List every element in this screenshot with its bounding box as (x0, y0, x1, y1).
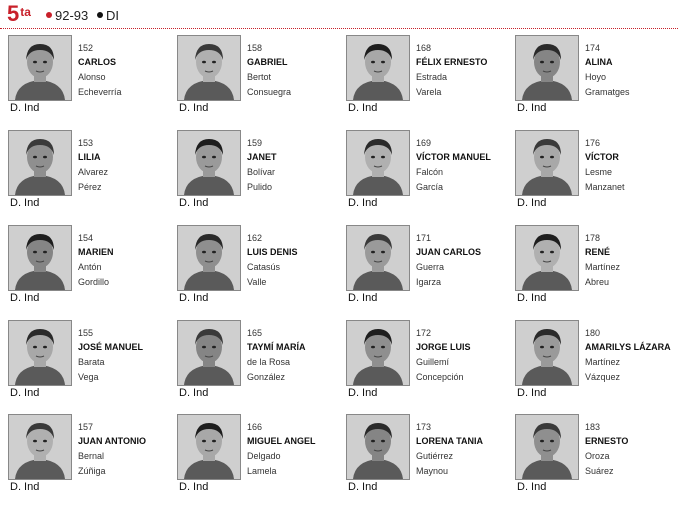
student-tag: D. Ind (517, 292, 547, 304)
student-photo (346, 414, 410, 480)
student-number: 154 (78, 233, 94, 243)
portrait-icon (516, 415, 578, 479)
portrait-icon (516, 226, 578, 290)
student-surname-2: Zúñiga (78, 466, 106, 476)
portrait-icon (347, 36, 409, 100)
student-first-name: AMARILYS LÁZARA (585, 342, 671, 352)
student-surname-1: Alonso (78, 72, 106, 82)
student-photo (177, 414, 241, 480)
student-tag: D. Ind (348, 292, 378, 304)
student-first-name: VÍCTOR MANUEL (416, 152, 491, 162)
student-number: 162 (247, 233, 263, 243)
student-first-name: JOSÉ MANUEL (78, 342, 144, 352)
portrait-icon (347, 131, 409, 195)
student-card (515, 225, 678, 317)
group-label (97, 8, 119, 24)
portrait-icon (9, 321, 71, 385)
student-number: 180 (585, 328, 601, 338)
portrait-icon (178, 226, 240, 290)
school-year-text: 92-93 (55, 8, 89, 23)
student-surname-1: Falcón (416, 167, 444, 177)
student-number: 159 (247, 138, 263, 148)
student-number: 158 (247, 43, 263, 53)
group-text: DI (106, 8, 119, 23)
student-card (177, 35, 343, 127)
student-surname-1: Catasús (247, 262, 281, 272)
student-first-name: MARIEN (78, 247, 114, 257)
student-photo (515, 130, 579, 196)
header-divider (0, 28, 678, 29)
student-tag: D. Ind (10, 197, 40, 209)
student-surname-1: Bertot (247, 72, 272, 82)
portrait-icon (178, 131, 240, 195)
student-surname-1: Guillemí (416, 357, 450, 367)
student-card (346, 414, 512, 506)
student-photo (8, 35, 72, 101)
student-card (346, 130, 512, 222)
student-first-name: RENÉ (585, 247, 611, 257)
student-number: 157 (78, 422, 94, 432)
student-number: 174 (585, 43, 601, 53)
student-photo (346, 35, 410, 101)
student-first-name: MIGUEL ANGEL (247, 436, 316, 446)
portrait-icon (347, 321, 409, 385)
student-surname-2: Abreu (585, 277, 610, 287)
student-surname-1: de la Rosa (247, 357, 291, 367)
student-photo (346, 320, 410, 386)
student-surname-1: Alvarez (78, 167, 109, 177)
student-first-name: JANET (247, 152, 277, 162)
portrait-icon (516, 131, 578, 195)
student-number: 183 (585, 422, 601, 432)
student-surname-1: Bernal (78, 451, 105, 461)
student-tag: D. Ind (179, 102, 209, 114)
student-number: 155 (78, 328, 94, 338)
student-surname-1: Estrada (416, 72, 448, 82)
student-tag: D. Ind (179, 387, 209, 399)
student-tag: D. Ind (517, 387, 547, 399)
student-first-name: CARLOS (78, 57, 116, 67)
student-surname-2: Vega (78, 372, 99, 382)
student-tag: D. Ind (348, 102, 378, 114)
student-surname-1: Antón (78, 262, 102, 272)
student-card (177, 414, 343, 506)
student-card (515, 130, 678, 222)
portrait-icon (9, 226, 71, 290)
portrait-icon (516, 321, 578, 385)
student-card (177, 225, 343, 317)
student-photo (8, 225, 72, 291)
student-surname-2: Vázquez (585, 372, 621, 382)
student-photo (177, 130, 241, 196)
student-tag: D. Ind (10, 102, 40, 114)
student-card (177, 130, 343, 222)
student-photo (8, 414, 72, 480)
student-number: 173 (416, 422, 432, 432)
portrait-icon (178, 36, 240, 100)
student-first-name: ALINA (585, 57, 613, 67)
student-surname-2: Echeverría (78, 87, 122, 97)
student-first-name: LORENA TANIA (416, 436, 483, 446)
student-surname-1: Hoyo (585, 72, 607, 82)
student-surname-2: Gordillo (78, 277, 110, 287)
student-card (515, 320, 678, 412)
student-surname-2: Pulido (247, 182, 273, 192)
portrait-icon (9, 415, 71, 479)
student-photo (177, 225, 241, 291)
student-surname-2: Gramatges (585, 87, 630, 97)
student-surname-1: Gutiérrez (416, 451, 454, 461)
student-surname-1: Barata (78, 357, 105, 367)
school-year (46, 8, 88, 24)
student-surname-2: González (247, 372, 286, 382)
student-surname-1: Martínez (585, 357, 621, 367)
student-photo (515, 225, 579, 291)
student-first-name: JORGE LUIS (416, 342, 471, 352)
student-surname-2: Varela (416, 87, 442, 97)
student-number: 166 (247, 422, 263, 432)
red-bullet-icon (46, 12, 52, 18)
student-tag: D. Ind (517, 481, 547, 493)
student-photo (8, 130, 72, 196)
page-header (0, 0, 678, 30)
student-tag: D. Ind (348, 387, 378, 399)
student-number: 169 (416, 138, 432, 148)
student-surname-2: Igarza (416, 277, 442, 287)
student-photo (177, 35, 241, 101)
student-first-name: ERNESTO (585, 436, 629, 446)
portrait-icon (347, 415, 409, 479)
student-card (515, 35, 678, 127)
student-first-name: TAYMÍ MARÍA (247, 342, 306, 352)
portrait-icon (9, 131, 71, 195)
student-photo (515, 35, 579, 101)
student-surname-2: Pérez (78, 182, 102, 192)
student-card (8, 130, 174, 222)
portrait-icon (178, 415, 240, 479)
student-surname-2: García (416, 182, 444, 192)
student-tag: D. Ind (179, 481, 209, 493)
student-card (515, 414, 678, 506)
portrait-icon (347, 226, 409, 290)
portrait-icon (516, 36, 578, 100)
student-tag: D. Ind (348, 197, 378, 209)
student-number: 178 (585, 233, 601, 243)
student-surname-2: Concepción (416, 372, 464, 382)
student-tag: D. Ind (10, 387, 40, 399)
student-card (8, 320, 174, 412)
student-surname-1: Delgado (247, 451, 281, 461)
portrait-icon (9, 36, 71, 100)
student-tag: D. Ind (517, 197, 547, 209)
student-photo (515, 414, 579, 480)
student-surname-2: Maynou (416, 466, 449, 476)
student-surname-1: Oroza (585, 451, 610, 461)
grade-label: $5^{ta}$ (7, 1, 31, 26)
portrait-icon (178, 321, 240, 385)
grade-suffix: ta (20, 5, 31, 19)
student-card (8, 225, 174, 317)
student-surname-1: Martínez (585, 262, 621, 272)
student-tag: D. Ind (348, 481, 378, 493)
student-number: 176 (585, 138, 601, 148)
student-surname-2: Consuegra (247, 87, 292, 97)
student-photo (177, 320, 241, 386)
student-number: 152 (78, 43, 94, 53)
student-tag: D. Ind (179, 292, 209, 304)
student-tag: D. Ind (10, 481, 40, 493)
student-surname-2: Suárez (585, 466, 614, 476)
student-card (8, 414, 174, 506)
student-first-name: LUIS DENIS (247, 247, 298, 257)
student-number: 168 (416, 43, 432, 53)
student-number: 153 (78, 138, 94, 148)
student-card (346, 320, 512, 412)
student-number: 172 (416, 328, 432, 338)
student-number: 171 (416, 233, 432, 243)
student-tag: D. Ind (517, 102, 547, 114)
student-number: 165 (247, 328, 263, 338)
student-first-name: FÉLIX ERNESTO (416, 57, 488, 67)
student-photo (515, 320, 579, 386)
student-surname-2: Lamela (247, 466, 277, 476)
student-tag: D. Ind (179, 197, 209, 209)
student-surname-1: Guerra (416, 262, 445, 272)
student-card (346, 225, 512, 317)
black-bullet-icon (97, 12, 103, 18)
student-photo (346, 130, 410, 196)
student-card (177, 320, 343, 412)
student-card (8, 35, 174, 127)
student-photo (8, 320, 72, 386)
student-tag: D. Ind (10, 292, 40, 304)
student-photo (346, 225, 410, 291)
student-surname-1: Bolívar (247, 167, 276, 177)
student-first-name: LILIA (78, 152, 101, 162)
student-first-name: VÍCTOR (585, 152, 619, 162)
student-card (346, 35, 512, 127)
student-first-name: JUAN CARLOS (416, 247, 482, 257)
student-first-name: JUAN ANTONIO (78, 436, 147, 446)
student-surname-1: Lesme (585, 167, 613, 177)
student-surname-2: Valle (247, 277, 267, 287)
student-first-name: GABRIEL (247, 57, 288, 67)
student-surname-2: Manzanet (585, 182, 625, 192)
